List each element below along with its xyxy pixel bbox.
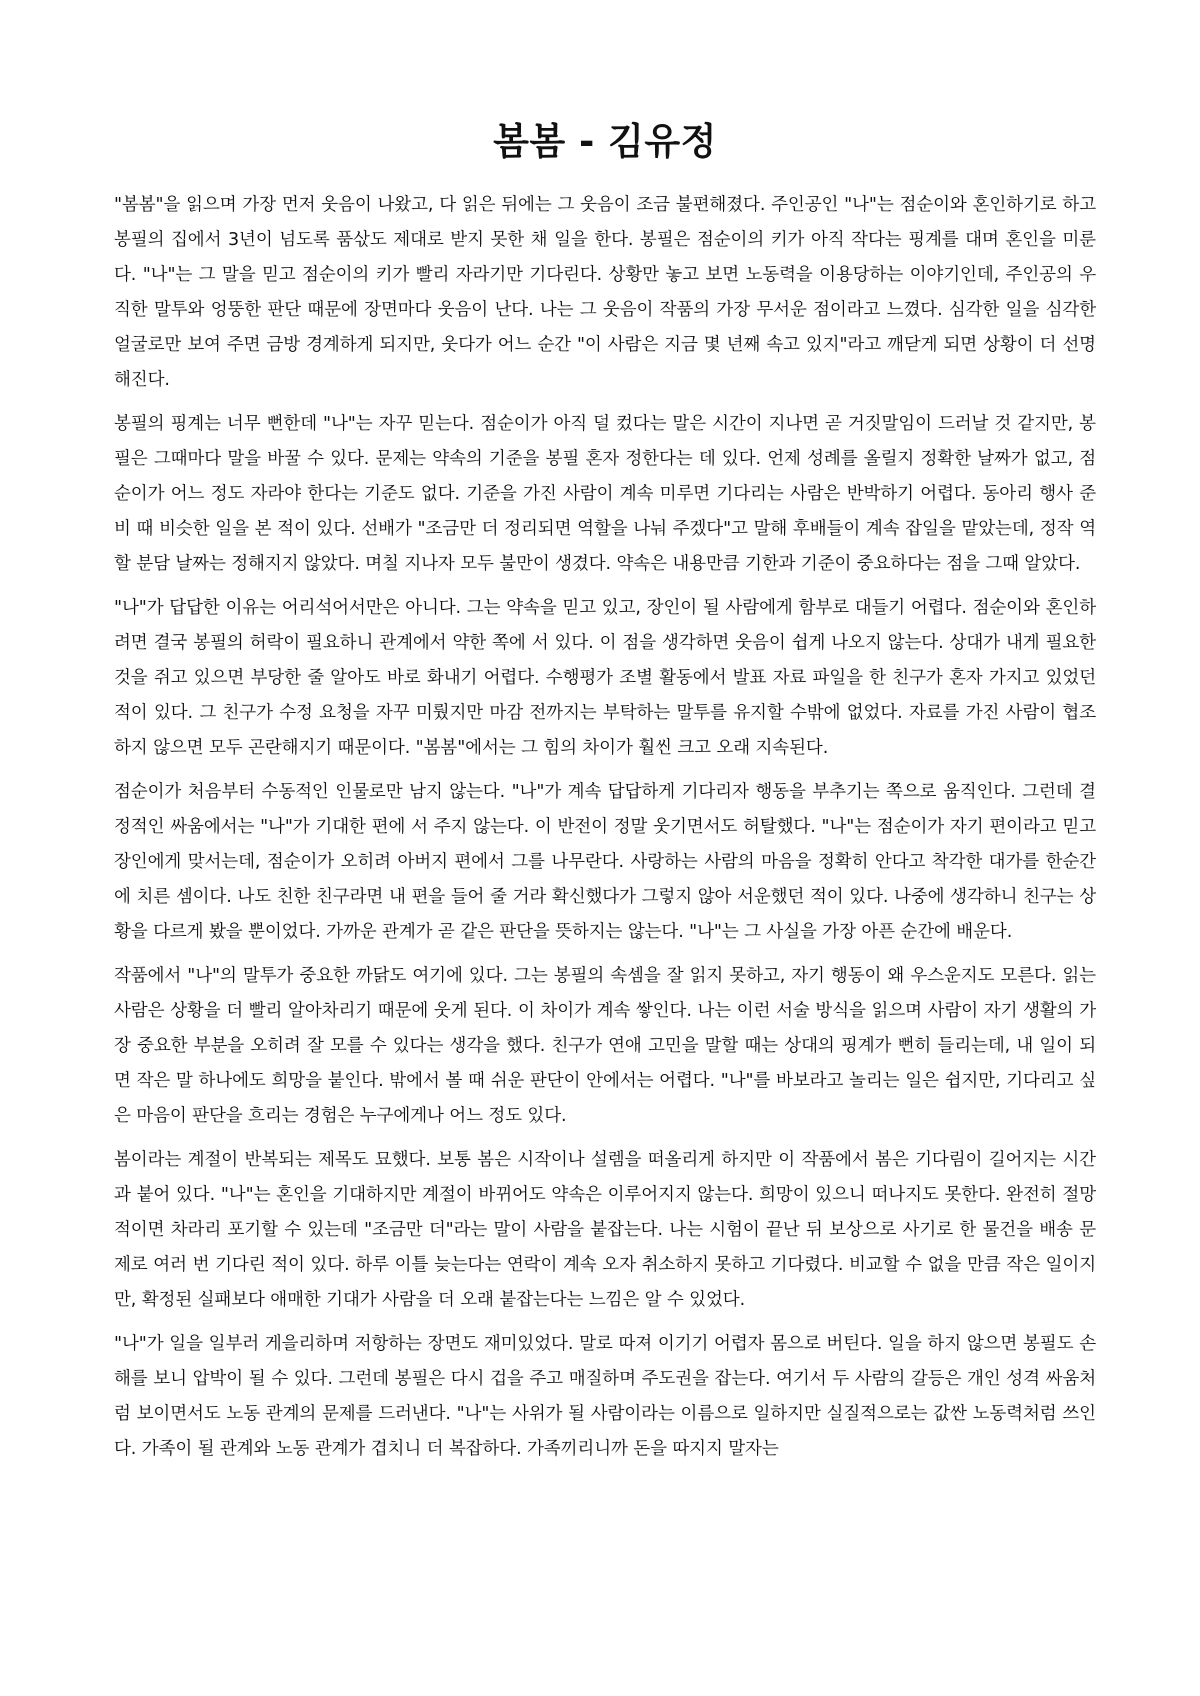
paragraph-2: 봉필의 핑계는 너무 뻔한데 "나"는 자꾸 믿는다. 점순이가 아직 덜 컸다는 말은 시간이 지나면 곧 거짓말임이 드러날 것 같지만, 봉필은 그때마다 말을 바꿀 수 있다. 문제는 약속의 기준을 봉필 혼자 정한다는 데 있다. 언제 성례를 올릴지 정확한 날짜가 없고, 점순이가 어느 정도 자라야 한다는 기준도 없다. 기준을 가진 사람이 계속 미루면 기다리는 사람은 반박하기 어렵다. 동아리 행사 준비 때 비슷한 일을 본 적이 있다. 선배가 "조금만 더 정리되면 역할을 나눠 주겠다"고 말해 후배들이 계속 잡일을 맡았는데, 정작 역할 분담 날짜는 정해지지 않았다. 며칠 지나자 모두 불만이 생겼다. 약속은 내용만큼 기한과 기준이 중요하다는 점을 그때 알았다. <box>114 414 1096 574</box>
paragraph-5: 작품에서 "나"의 말투가 중요한 까닭도 여기에 있다. 그는 봉필의 속셈을 잘 읽지 못하고, 자기 행동이 왜 우스운지도 모른다. 읽는 사람은 상황을 더 빨리 알아차리기 때문에 웃게 된다. 이 차이가 계속 쌓인다. 나는 이런 서술 방식을 읽으며 사람이 자기 생활의 가장 중요한 부분을 오히려 잘 모를 수 있다는 생각을 했다. 친구가 연애 고민을 말할 때는 상대의 핑계가 뻔히 들리는데, 내 일이 되면 작은 말 하나에도 희망을 붙인다. 밖에서 볼 때 쉬운 판단이 안에서는 어렵다. "나"를 바보라고 놀리는 일은 쉽지만, 기다리고 싶은 마음이 판단을 흐리는 경험은 누구에게나 어느 정도 있다. <box>114 966 1096 1126</box>
paragraph-7: "나"가 일을 일부러 게을리하며 저항하는 장면도 재미있었다. 말로 따져 이기기 어렵자 몸으로 버틴다. 일을 하지 않으면 봉필도 손해를 보니 압박이 될 수 있다. 그런데 봉필은 다시 겁을 주고 매질하며 주도권을 잡는다. 여기서 두 사람의 갈등은 개인 성격 싸움처럼 보이면서도 노동 관계의 문제를 드러낸다. "나"는 사위가 될 사람이라는 이름으로 일하지만 실질적으로는 값싼 노동력처럼 쓰인다. 가족이 될 관계와 노동 관계가 겹치니 더 복잡하다. 가족끼리니까 돈을 따지지 말자는 <box>114 1334 1096 1459</box>
document-title: 봄봄 - 김유정 <box>493 120 717 163</box>
paragraph-6: 봄이라는 계절이 반복되는 제목도 묘했다. 보통 봄은 시작이나 설렘을 떠올리게 하지만 이 작품에서 봄은 기다림이 길어지는 시간과 붙어 있다. "나"는 혼인을 기대하지만 계절이 바뀌어도 약속은 이루어지지 않는다. 희망이 있으니 떠나지도 못한다. 완전히 절망적이면 차라리 포기할 수 있는데 "조금만 더"라는 말이 사람을 붙잡는다. 나는 시험이 끝난 뒤 보상으로 사기로 한 물건을 배송 문제로 여러 번 기다린 적이 있다. 하루 이틀 늦는다는 연락이 계속 오자 취소하지 못하고 기다렸다. 비교할 수 없을 만큼 작은 일이지만, 확정된 실패보다 애매한 기대가 사람을 더 오래 붙잡는다는 느낌은 알 수 있었다. <box>114 1150 1096 1310</box>
paragraph-1: "봄봄"을 읽으며 가장 먼저 웃음이 나왔고, 다 읽은 뒤에는 그 웃음이 조금 불편해졌다. 주인공인 "나"는 점순이와 혼인하기로 하고 봉필의 집에서 3년이 넘도록 품삯도 제대로 받지 못한 채 일을 한다. 봉필은 점순이의 키가 아직 작다는 핑계를 대며 혼인을 미룬다. "나"는 그 말을 믿고 점순이의 키가 빨리 자라기만 기다린다. 상황만 놓고 보면 노동력을 이용당하는 이야기인데, 주인공의 우직한 말투와 엉뚱한 판단 때문에 장면마다 웃음이 난다. 나는 그 웃음이 작품의 가장 무서운 점이라고 느꼈다. 심각한 일을 심각한 얼굴로만 보여 주면 금방 경계하게 되지만, 웃다가 어느 순간 "이 사람은 지금 몇 년째 속고 있지"라고 깨닫게 되면 상황이 더 선명해진다. <box>114 195 1096 390</box>
paragraph-4: 점순이가 처음부터 수동적인 인물로만 남지 않는다. "나"가 계속 답답하게 기다리자 행동을 부추기는 쪽으로 움직인다. 그런데 결정적인 싸움에서는 "나"가 기대한 편에 서 주지 않는다. 이 반전이 정말 웃기면서도 허탈했다. "나"는 점순이가 자기 편이라고 믿고 장인에게 맞서는데, 점순이가 오히려 아버지 편에서 그를 나무란다. 사랑하는 사람의 마음을 정확히 안다고 착각한 대가를 한순간에 치른 셈이다. 나도 친한 친구라면 내 편을 들어 줄 거라 확신했다가 그렇지 않아 서운했던 적이 있다. 나중에 생각하니 친구는 상황을 다르게 봤을 뿐이었다. 가까운 관계가 곧 같은 판단을 뜻하지는 않는다. "나"는 그 사실을 가장 아픈 순간에 배운다. <box>114 782 1096 942</box>
paragraph-3: "나"가 답답한 이유는 어리석어서만은 아니다. 그는 약속을 믿고 있고, 장인이 될 사람에게 함부로 대들기 어렵다. 점순이와 혼인하려면 결국 봉필의 허락이 필요하니 관계에서 약한 쪽에 서 있다. 이 점을 생각하면 웃음이 쉽게 나오지 않는다. 상대가 내게 필요한 것을 쥐고 있으면 부당한 줄 알아도 바로 화내기 어렵다. 수행평가 조별 활동에서 발표 자료 파일을 한 친구가 혼자 가지고 있었던 적이 있다. 그 친구가 수정 요청을 자꾸 미뤘지만 마감 전까지는 부탁하는 말투를 유지할 수밖에 없었다. 자료를 가진 사람이 협조하지 않으면 모두 곤란해지기 때문이다. "봄봄"에서는 그 힘의 차이가 훨씬 크고 오래 지속된다. <box>114 598 1096 758</box>
